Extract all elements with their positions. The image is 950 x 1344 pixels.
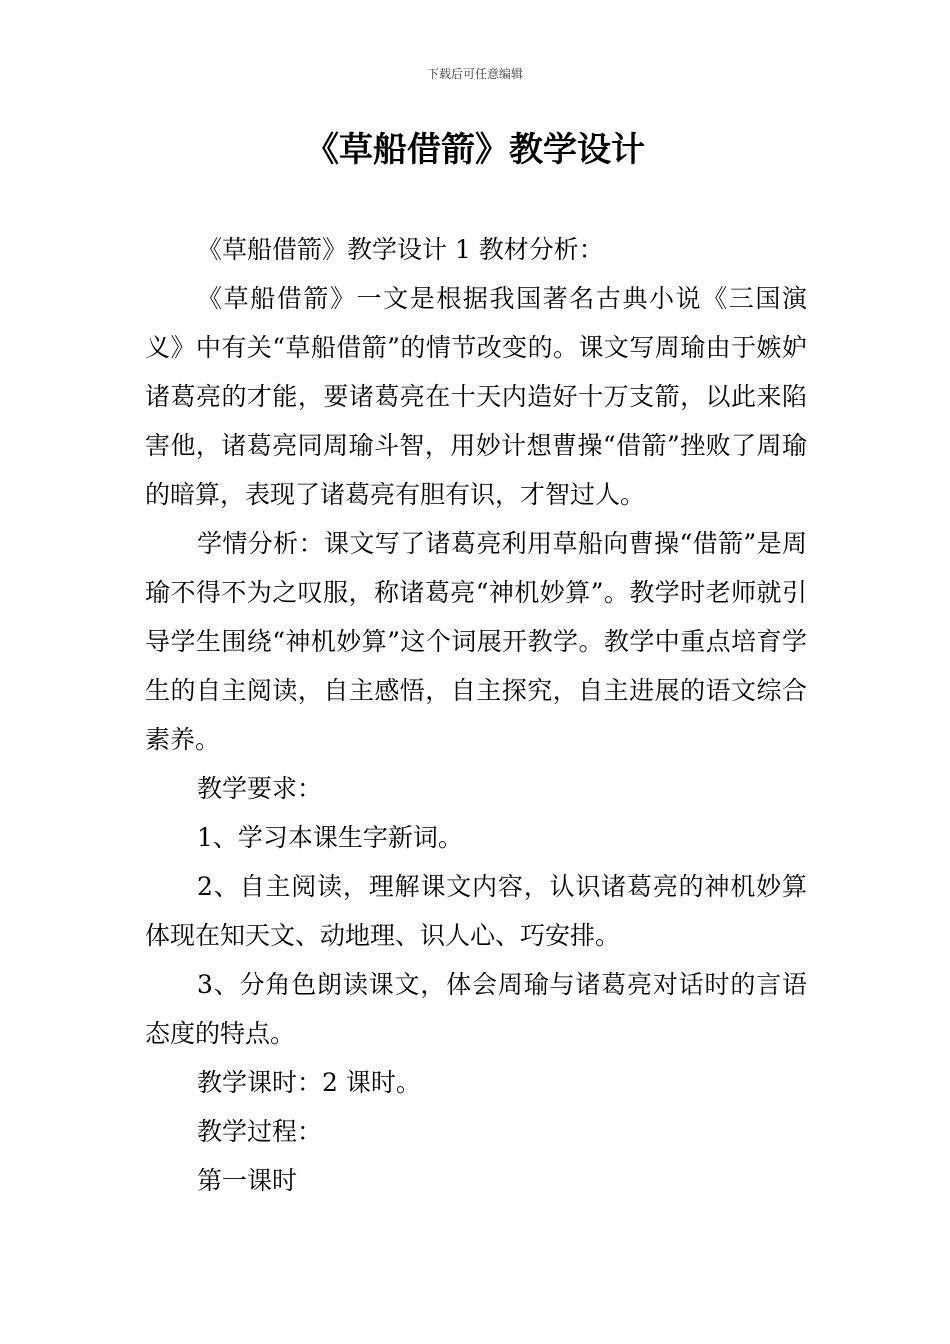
paragraph-requirement-2: 2、自主阅读，理解课文内容，认识诸葛亮的神机妙算体现在知天文、动地理、识人心、巧安排。: [145, 872, 807, 950]
paragraph-requirement-1: 1、学习本课生字新词。: [197, 823, 463, 852]
paragraph-process-heading: 教学过程：: [197, 1117, 323, 1146]
header-note: 下载后可任意编辑: [426, 67, 523, 81]
paragraph-class-hours: 教学课时：2 课时。: [197, 1068, 421, 1097]
paragraph-intro: 《草船借箭》教学设计 1 教材分析：: [197, 235, 604, 264]
document-body: [145, 225, 807, 1205]
paragraph-student-analysis: 学情分析：课文写了诸葛亮利用草船向曹操“借箭”是周瑜不得不为之叹服，称诸葛亮“神机妙算”。教学时老师就引导学生围绕“神机妙算”这个词展开教学。教学中重点培育学生的自主阅读，自主感悟，自主探究，自主进展的语文综合素养。: [145, 529, 807, 754]
paragraph-requirement-3: 3、分角色朗读课文，体会周瑜与诸葛亮对话时的言语态度的特点。: [145, 970, 807, 1048]
paragraph-first-lesson: 第一课时: [197, 1166, 298, 1195]
paragraph-requirements-heading: 教学要求：: [197, 774, 323, 803]
paragraph-text-analysis: 《草船借箭》一文是根据我国著名古典小说《三国演义》中有关“草船借箭”的情节改变的。课文写周瑜由于嫉妒诸葛亮的才能，要诸葛亮在十天内造好十万支箭，以此来陷害他，诸葛亮同周瑜斗智，用妙计想曹操“借箭”挫败了周瑜的暗算，表现了诸葛亮有胆有识，才智过人。: [145, 284, 807, 509]
page-title: 《草船借箭》教学设计: [305, 130, 645, 170]
